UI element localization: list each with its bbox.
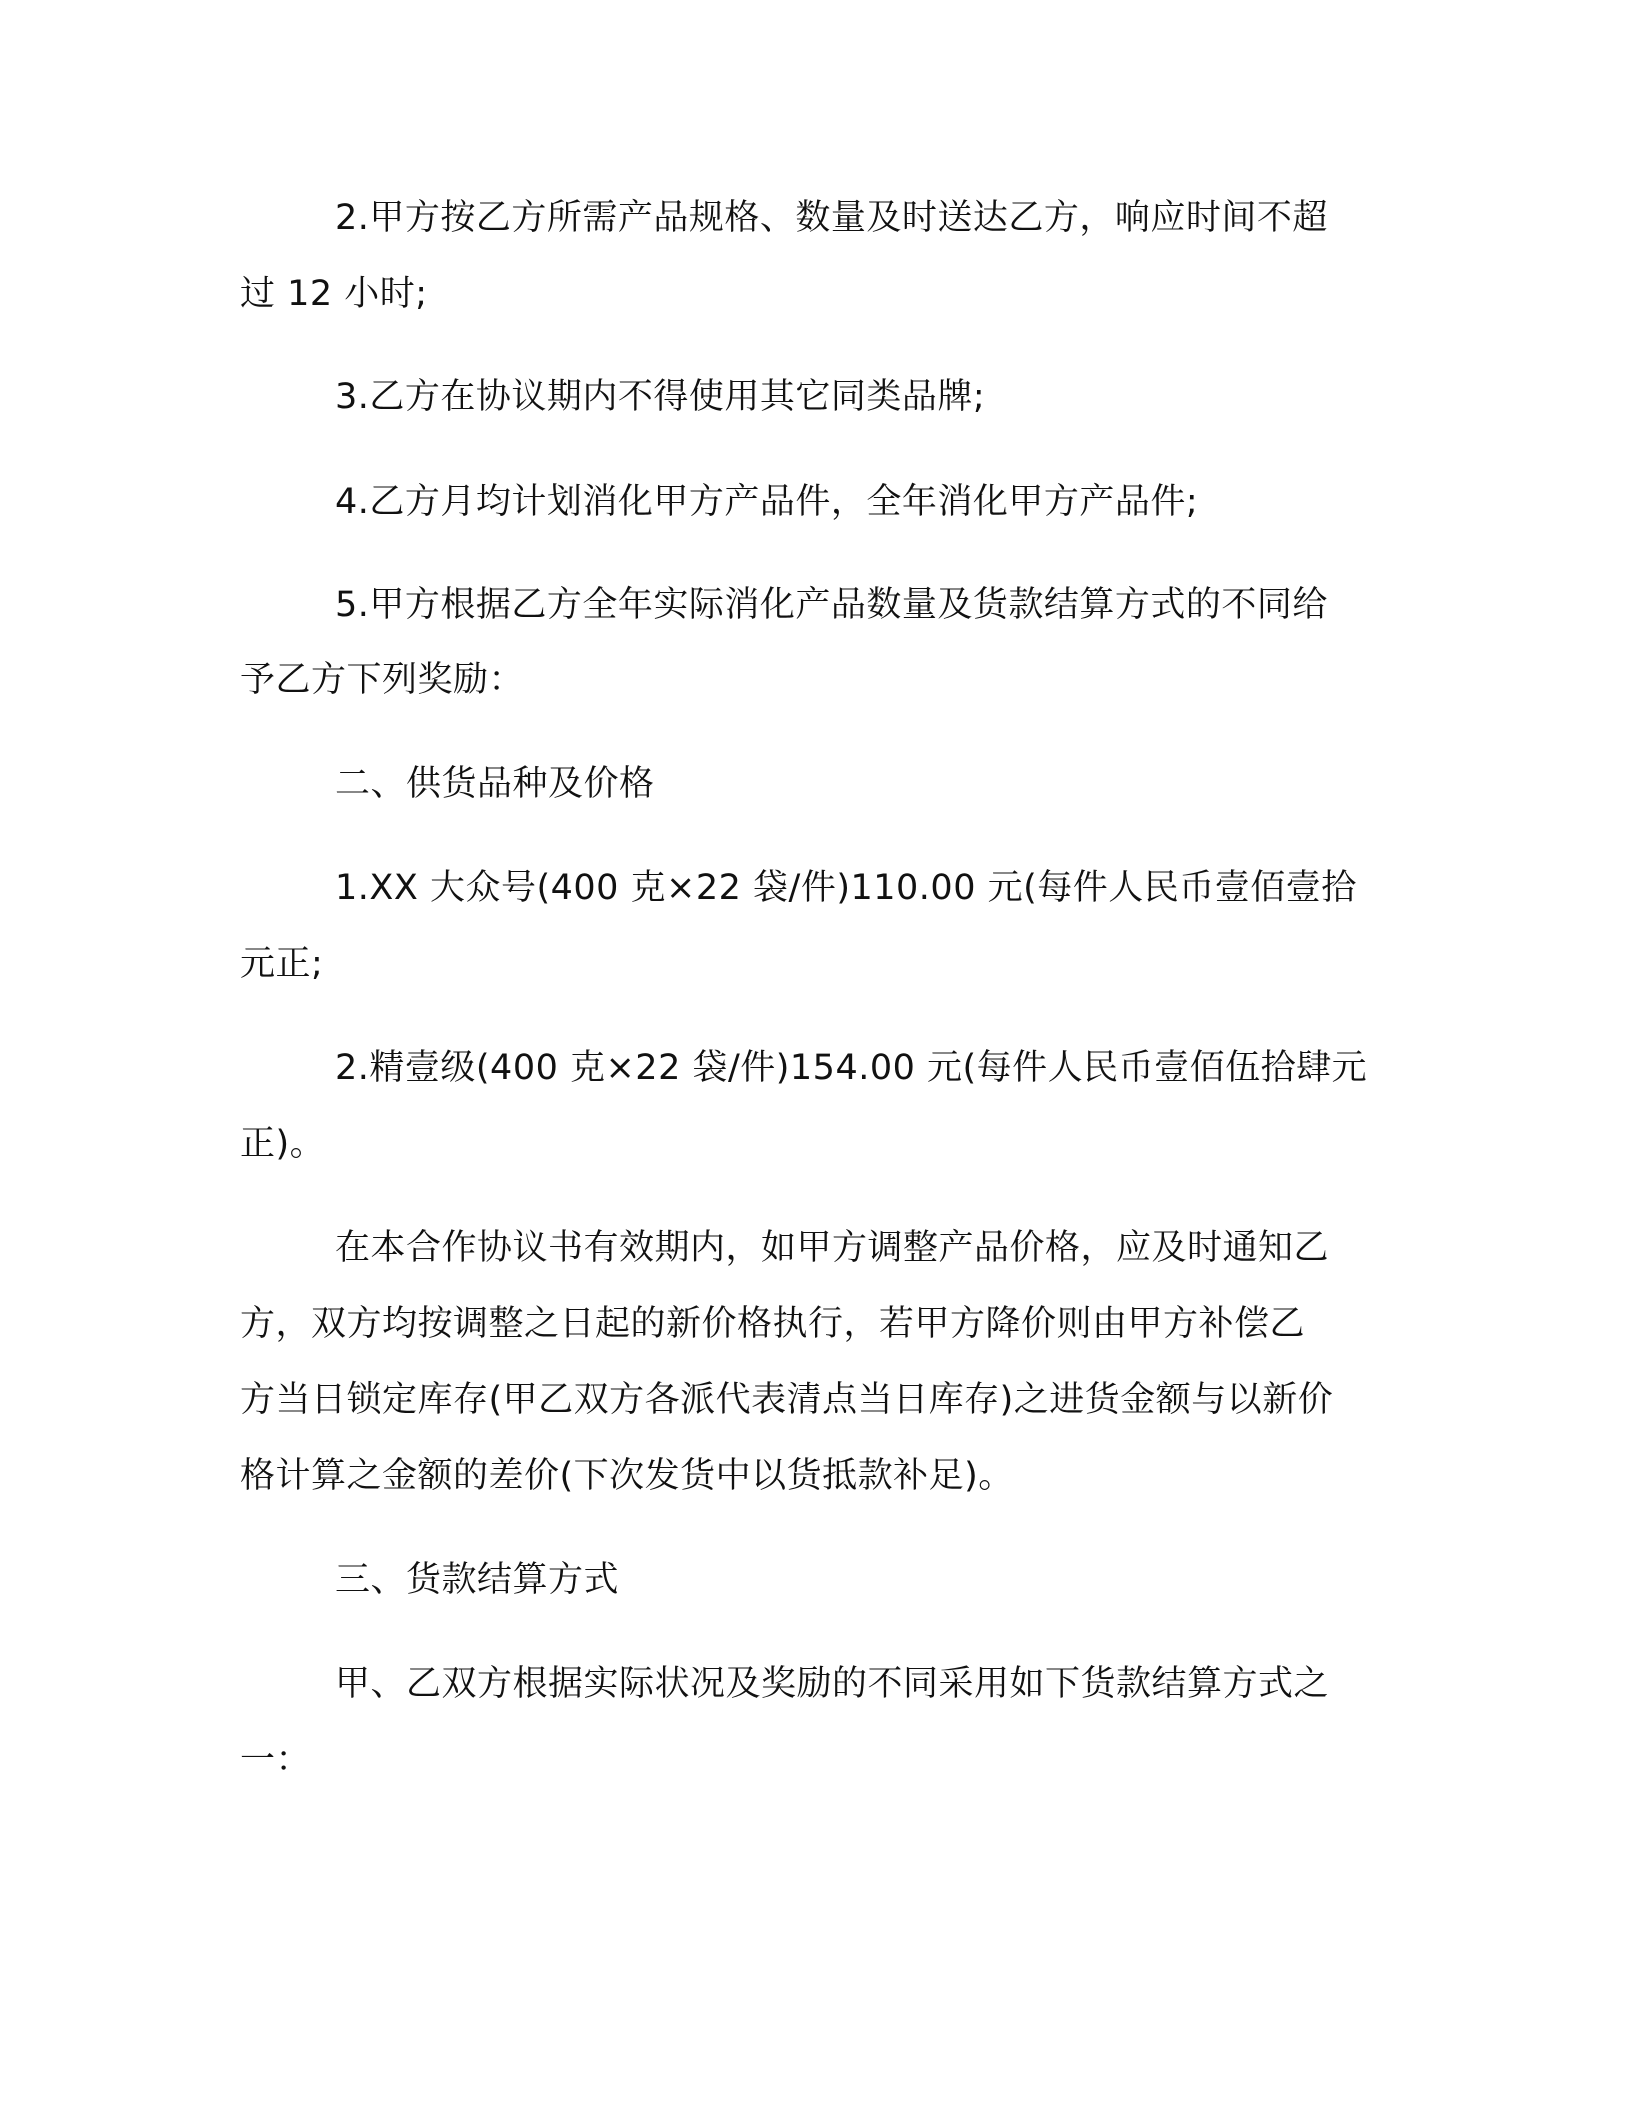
product-2-line-1: 2.精壹级(400 克×22 袋/件)154.00 元(每件人民币壹佰伍拾肆元	[335, 1048, 1368, 1088]
clause-4: 4.乙方月均计划消化甲方产品件，全年消化甲方产品件;	[335, 482, 1199, 522]
settlement-line-1: 甲、乙双方根据实际状况及奖励的不同采用如下货款结算方式之	[335, 1664, 1330, 1704]
clause-5-line-1: 5.甲方根据乙方全年实际消化产品数量及货款结算方式的不同给	[335, 585, 1328, 625]
clause-5-line-2: 予乙方下列奖励：	[240, 660, 525, 700]
product-1-line-2: 元正;	[240, 944, 324, 984]
price-adjust-line-2: 方，双方均按调整之日起的新价格执行，若甲方降价则由甲方补偿乙	[240, 1304, 1306, 1344]
clause-2-line-2: 过 12 小时;	[240, 274, 428, 314]
clause-2-line-1: 2.甲方按乙方所需产品规格、数量及时送达乙方，响应时间不超	[335, 198, 1328, 238]
section-3-heading: 三、货款结算方式	[335, 1560, 620, 1600]
product-1-line-1: 1.XX 大众号(400 克×22 袋/件)110.00 元(每件人民币壹佰壹拾	[335, 868, 1357, 908]
price-adjust-line-4: 格计算之金额的差价(下次发货中以货抵款补足)。	[240, 1456, 1014, 1496]
product-2-line-2: 正)。	[240, 1124, 326, 1164]
section-2-heading: 二、供货品种及价格	[335, 764, 655, 804]
settlement-line-2: 一：	[240, 1740, 312, 1780]
price-adjust-line-1: 在本合作协议书有效期内，如甲方调整产品价格，应及时通知乙	[335, 1228, 1330, 1268]
clause-3: 3.乙方在协议期内不得使用其它同类品牌;	[335, 377, 986, 417]
price-adjust-line-3: 方当日锁定库存(甲乙双方各派代表清点当日库存)之进货金额与以新价	[240, 1380, 1334, 1420]
